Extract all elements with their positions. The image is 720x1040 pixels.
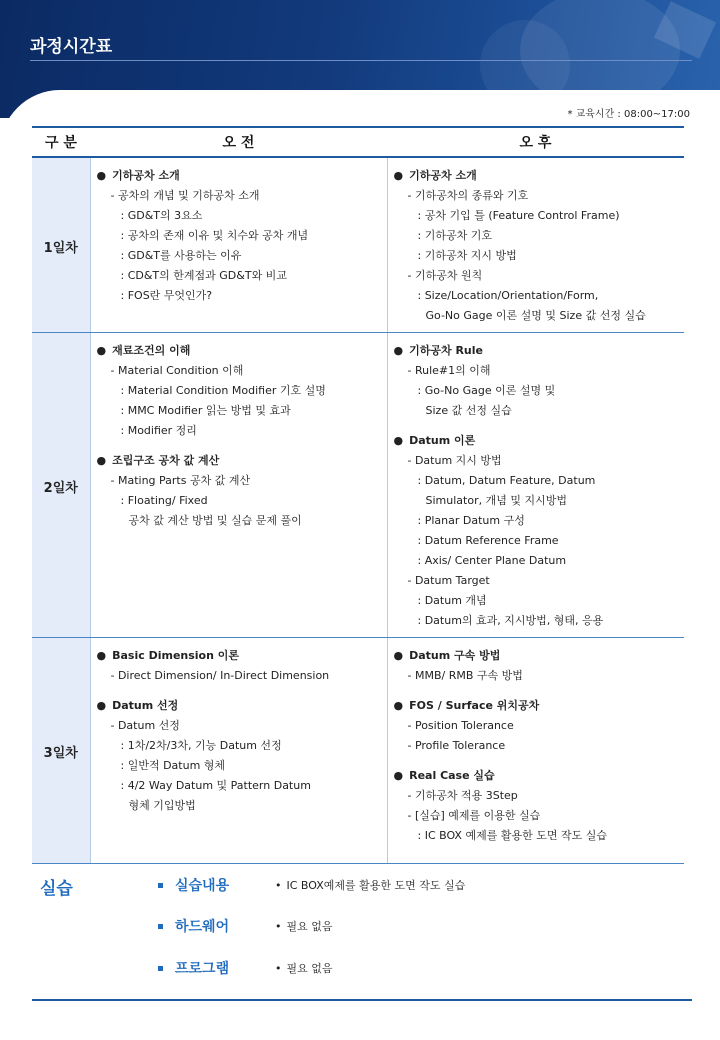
topic-heading: ● 조립구조 공차 값 계산 bbox=[97, 451, 381, 471]
topic-detail: : 기하공차 지시 방법 bbox=[417, 249, 517, 262]
topic-heading: ● Real Case 실습 bbox=[394, 766, 679, 786]
am-cell bbox=[90, 333, 387, 638]
page-title: 과정시간표 bbox=[30, 37, 113, 57]
topic-heading: ● Datum 선정 bbox=[97, 696, 381, 716]
practice-value: • 필요 없음 bbox=[275, 960, 333, 976]
topic-heading: ● 기하공차 Rule bbox=[394, 341, 679, 361]
line-gap bbox=[97, 686, 381, 696]
schedule-table bbox=[32, 126, 684, 864]
topic-detail: : FOS란 무엇인가? bbox=[120, 289, 213, 302]
square-bullet-icon bbox=[158, 924, 163, 929]
topic-detail: - [실습] 예제를 이용한 실습 bbox=[407, 809, 541, 822]
table-header-row bbox=[32, 127, 684, 157]
topic-detail: : Floating/ Fixed bbox=[120, 494, 208, 507]
bottom-divider bbox=[32, 999, 692, 1001]
topic-detail: : Size/Location/Orientation/Form, bbox=[417, 289, 599, 302]
pm-cell bbox=[387, 333, 684, 638]
topic-detail: - Mating Parts 공차 값 계산 bbox=[110, 474, 251, 487]
table-row bbox=[32, 638, 684, 864]
line-gap bbox=[394, 756, 679, 766]
practice-key: 하드웨어 bbox=[175, 919, 230, 935]
topic-detail: - Direct Dimension/ In-Direct Dimension bbox=[110, 669, 330, 682]
am-cell bbox=[90, 638, 387, 864]
topic-detail: : Go-No Gage 이론 설명 및 bbox=[417, 384, 556, 397]
topic-detail: Size 값 선정 실습 bbox=[425, 404, 512, 417]
topic-detail: - Rule#1의 이해 bbox=[407, 364, 491, 377]
topic-detail: Go-No Gage 이론 설명 및 Size 값 선정 실습 bbox=[425, 309, 646, 322]
topic-detail: Simulator, 개념 및 지시방법 bbox=[425, 494, 567, 507]
topic-detail: - Datum 선정 bbox=[110, 719, 180, 732]
table-row bbox=[32, 157, 684, 333]
square-bullet-icon bbox=[158, 883, 163, 888]
topic-heading: ● Basic Dimension 이론 bbox=[97, 646, 381, 666]
header-am: 오 전 bbox=[90, 127, 387, 157]
header-pm: 오 후 bbox=[387, 127, 684, 157]
practice-section-label: 실습 bbox=[40, 879, 73, 899]
topic-detail: : Modifier 정리 bbox=[120, 424, 197, 437]
topic-heading: ● 기하공차 소개 bbox=[97, 166, 381, 186]
topic-detail: 공차 값 계산 방법 및 실습 문제 풀이 bbox=[128, 514, 302, 527]
topic-detail: : Datum Reference Frame bbox=[417, 534, 559, 547]
line-gap bbox=[394, 686, 679, 696]
line-gap bbox=[97, 441, 381, 451]
topic-detail: : Planar Datum 구성 bbox=[417, 514, 525, 527]
topic-detail: : GD&T의 3요소 bbox=[120, 209, 203, 222]
topic-detail: : Datum의 효과, 지시방법, 형태, 응용 bbox=[417, 614, 604, 627]
schedule-body bbox=[32, 157, 684, 864]
practice-key: 프로그램 bbox=[175, 961, 230, 977]
topic-detail: : 공차 기입 틀 (Feature Control Frame) bbox=[417, 209, 620, 222]
topic-detail: : MMC Modifier 읽는 방법 및 효과 bbox=[120, 404, 291, 417]
practice-key: 실습내용 bbox=[175, 878, 230, 894]
topic-detail: - Profile Tolerance bbox=[407, 739, 506, 752]
topic-heading: ● 재료조건의 이해 bbox=[97, 341, 381, 361]
practice-row-hardware bbox=[158, 914, 333, 938]
topic-detail: : CD&T의 한계점과 GD&T와 비교 bbox=[120, 269, 287, 282]
topic-detail: - 기하공차 적용 3Step bbox=[407, 789, 518, 802]
square-bullet-icon bbox=[158, 966, 163, 971]
topic-detail: - 기하공차의 종류와 기호 bbox=[407, 189, 529, 202]
topic-detail: - Position Tolerance bbox=[407, 719, 514, 732]
pm-cell bbox=[387, 157, 684, 333]
am-cell bbox=[90, 157, 387, 333]
topic-heading: ● Datum 구속 방법 bbox=[394, 646, 679, 666]
topic-detail: : Material Condition Modifier 기호 설명 bbox=[120, 384, 326, 397]
practice-value: • 필요 없음 bbox=[275, 918, 333, 934]
topic-detail: : Datum 개념 bbox=[417, 594, 487, 607]
day-label: 1일차 bbox=[32, 157, 90, 333]
topic-detail: - Material Condition 이해 bbox=[110, 364, 244, 377]
header-day: 구 분 bbox=[32, 127, 90, 157]
topic-detail: - MMB/ RMB 구속 방법 bbox=[407, 669, 523, 682]
education-time-note: * 교육시간 : 08:00~17:00 bbox=[567, 109, 690, 120]
pm-cell bbox=[387, 638, 684, 864]
practice-row-program bbox=[158, 956, 333, 980]
topic-detail: : Axis/ Center Plane Datum bbox=[417, 554, 567, 567]
topic-detail: - Datum 지시 방법 bbox=[407, 454, 502, 467]
topic-detail: - 공차의 개념 및 기하공차 소개 bbox=[110, 189, 260, 202]
topic-detail: : Datum, Datum Feature, Datum bbox=[417, 474, 596, 487]
topic-detail: : IC BOX 예제를 활용한 도면 작도 실습 bbox=[417, 829, 607, 842]
topic-detail: : 기하공차 기호 bbox=[417, 229, 492, 242]
topic-detail: : 4/2 Way Datum 및 Pattern Datum bbox=[120, 779, 311, 792]
practice-row-content bbox=[158, 873, 465, 897]
practice-value: • IC BOX예제를 활용한 도면 작도 실습 bbox=[275, 877, 465, 893]
topic-detail: - Datum Target bbox=[407, 574, 490, 587]
topic-detail: : GD&T를 사용하는 이유 bbox=[120, 249, 242, 262]
day-label: 3일차 bbox=[32, 638, 90, 864]
line-gap bbox=[394, 421, 679, 431]
table-row bbox=[32, 333, 684, 638]
day-label: 2일차 bbox=[32, 333, 90, 638]
topic-detail: : 1차/2차/3차, 기능 Datum 선정 bbox=[120, 739, 282, 752]
topic-detail: : 공차의 존재 이유 및 치수와 공차 개념 bbox=[120, 229, 309, 242]
topic-heading: ● 기하공차 소개 bbox=[394, 166, 679, 186]
topic-detail: - 기하공차 원칙 bbox=[407, 269, 483, 282]
topic-heading: ● Datum 이론 bbox=[394, 431, 679, 451]
title-divider bbox=[30, 60, 692, 61]
topic-detail: : 일반적 Datum 형체 bbox=[120, 759, 226, 772]
topic-heading: ● FOS / Surface 위치공차 bbox=[394, 696, 679, 716]
topic-detail: 형체 기입방법 bbox=[128, 799, 196, 812]
